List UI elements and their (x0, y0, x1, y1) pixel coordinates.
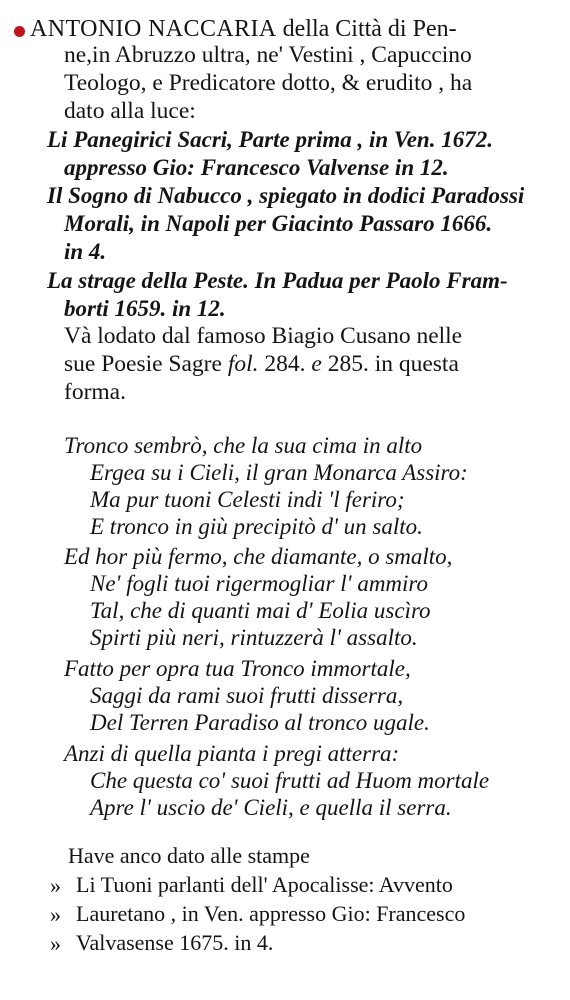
closing-line-3: Lauretano , in Ven. appresso Gio: Francesco (76, 901, 466, 926)
closing-line-4: Valvasense 1675. in 4. (76, 930, 274, 955)
work-1-line-2: appresso Gio: Francesco Valvense in 12. (64, 155, 449, 180)
sonnet-line-10: Saggi da rami suoi frutti disserra, (90, 683, 404, 708)
praise-and: e (311, 351, 322, 377)
work-2-line-1: Il Sogno di Nabucco , spiegato in dodici Paradossi (47, 183, 525, 208)
intro-line-2: ne,in Abruzzo ultra, ne' Vestini , Capuccino (64, 42, 472, 68)
sonnet-line-11: Del Terren Paradiso al tronco ugale. (90, 710, 430, 735)
praise-in-questa: in questa (374, 351, 459, 377)
work-3-line-2: borti 1659. in 12. (64, 296, 226, 321)
entry-first-line (30, 17, 457, 41)
praise-line-2 (64, 353, 459, 377)
intro-line-4: dato alla luce: (64, 98, 196, 124)
guillemet-2: » (50, 902, 61, 927)
work-3-line-1: La strage della Peste. In Padua per Paolo Fram- (47, 268, 508, 293)
sonnet-line-2: Ergea su i Cieli, il gran Monarca Assiro: (90, 460, 468, 485)
work-1-line-1: Li Panegirici Sacri, Parte prima , in Ven. 1672. (47, 127, 493, 152)
sonnet-line-14: Apre l' uscio de' Cieli, e quella il serra. (90, 795, 452, 820)
sonnet-line-3: Ma pur tuoni Celesti indi 'l feriro; (90, 487, 405, 512)
closing-line-2: Li Tuoni parlanti dell' Apocalisse: Avvento (76, 872, 453, 897)
sonnet-line-12: Anzi di quella pianta i pregi atterra: (64, 741, 400, 766)
work-2-line-2: Morali, in Napoli per Giacinto Passaro 1666. (64, 211, 493, 236)
work-2-line-3: in 4. (64, 239, 107, 264)
praise-line-3: forma. (64, 379, 126, 405)
praise-page-2: 285. (327, 351, 369, 377)
sonnet-line-13: Che questa co' suoi frutti ad Huom mortale (90, 768, 490, 793)
sonnet-line-4: E tronco in giù precipitò d' un salto. (90, 514, 423, 539)
closing-line-1: Have anco dato alle stampe (68, 843, 310, 868)
sonnet-line-5: Ed hor più fermo, che diamante, o smalto, (64, 544, 453, 569)
sonnet-line-8: Spirti più neri, rintuzzerà l' assalto. (90, 625, 418, 650)
praise-page-1: 284. (264, 351, 306, 377)
praise-fol: fol. (227, 351, 259, 377)
guillemet-1: » (50, 873, 61, 898)
sonnet-line-1: Tronco sembrò, che la sua cima in alto (64, 433, 423, 458)
intro-line-3: Teologo, e Predicatore dotto, & erudito , ha (64, 70, 473, 96)
author-name: ANTONIO NACCARIA (30, 16, 277, 42)
praise-line-1: Và lodato dal famoso Biagio Cusano nelle (64, 323, 463, 349)
sonnet-line-6: Ne' fogli tuoi rigermogliar l' ammiro (90, 571, 429, 596)
red-bullet-icon (14, 26, 25, 37)
praise-source: sue Poesie Sagre (64, 351, 222, 377)
intro-line-1: della Città di Pen- (282, 16, 457, 42)
sonnet-line-7: Tal, che di quanti mai d' Eolia uscìro (90, 598, 431, 623)
sonnet-line-9: Fatto per opra tua Tronco immortale, (64, 656, 411, 681)
guillemet-3: » (50, 931, 61, 956)
